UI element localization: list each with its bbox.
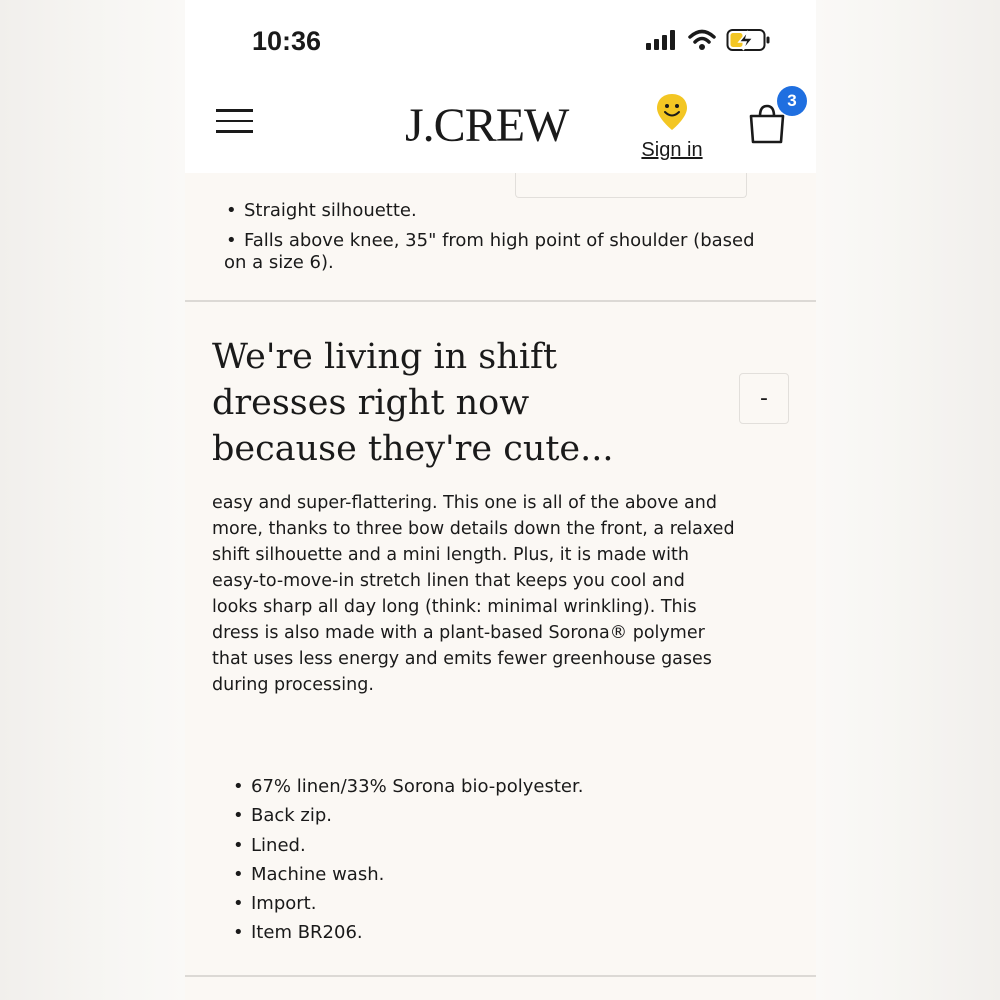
background-left	[0, 0, 185, 1000]
features-bullet-list	[231, 776, 731, 952]
hamburger-menu-icon[interactable]	[216, 109, 253, 135]
list-item: • Import.	[231, 893, 731, 915]
list-item-line-2: on a size 6).	[224, 252, 334, 273]
details-bullet-list	[224, 200, 794, 282]
product-description	[212, 490, 772, 698]
section-divider	[185, 975, 816, 977]
list-item: • Machine wash.	[231, 864, 731, 886]
background-right	[816, 0, 1000, 1000]
site-header	[185, 80, 816, 173]
list-item	[224, 230, 794, 274]
description-line: during processing.	[212, 675, 374, 695]
bag-count-badge: 3	[777, 86, 807, 116]
status-time: 10:36	[252, 26, 322, 56]
sign-in-label[interactable]: Sign in	[641, 139, 703, 161]
list-item: • Straight silhouette.	[224, 200, 794, 222]
list-item-line-1: Falls above knee, 35" from high point of shoulder (based	[244, 230, 755, 251]
user-smile-icon	[654, 92, 690, 132]
wifi-icon	[688, 29, 716, 51]
phone-screen	[185, 0, 816, 1000]
description-line: easy-to-move-in stretch linen that keeps you cool and	[212, 571, 685, 591]
description-line: dress is also made with a plant-based Sorona® polymer	[212, 623, 705, 643]
description-line: easy and super-flattering. This one is all of the above and	[212, 493, 717, 513]
description-line: looks sharp all day long (think: minimal wrinkling). This	[212, 597, 697, 617]
list-item: • Lined.	[231, 835, 731, 857]
description-line: more, thanks to three bow details down the front, a relaxed	[212, 519, 735, 539]
status-icons	[646, 28, 772, 52]
collapse-button[interactable]: -	[739, 373, 789, 424]
description-line: that uses less energy and emits fewer greenhouse gases	[212, 649, 712, 669]
sign-in-link[interactable]	[639, 92, 705, 162]
partial-size-box	[515, 173, 747, 198]
status-bar	[185, 0, 816, 80]
list-item: • Back zip.	[231, 805, 731, 827]
jcrew-logo[interactable]: J.CREW	[405, 99, 569, 152]
list-item: • 67% linen/33% Sorona bio-polyester.	[231, 776, 731, 798]
section-divider	[185, 300, 816, 302]
signal-icon	[646, 30, 678, 50]
description-line: shift silhouette and a mini length. Plus, it is made with	[212, 545, 689, 565]
list-item: • Item BR206.	[231, 922, 731, 944]
section-heading: We're living in shift dresses right now because they're cute...	[212, 337, 614, 469]
battery-charging-icon	[726, 28, 772, 52]
